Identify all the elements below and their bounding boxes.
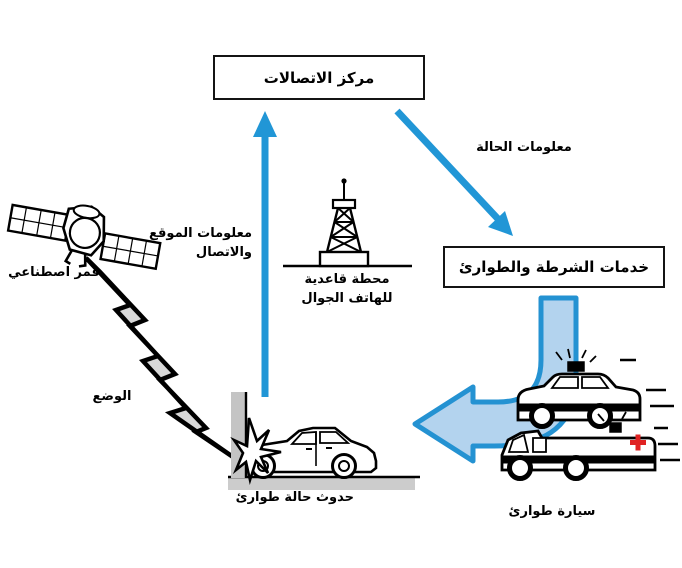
label-location-info-line1: معلومات الموقع	[149, 226, 252, 241]
label-base-station-line1: محطة قاعدية	[304, 272, 390, 287]
label-emergency-vehicle: سيارة طوارئ	[508, 504, 596, 519]
label-location-info-line2: والاتصال	[195, 245, 252, 260]
label-location-info	[150, 224, 252, 262]
node-communications-center: مركز الاتصالات	[213, 55, 425, 100]
crash-scene	[228, 392, 420, 490]
label-status-info: معلومات الحالة	[476, 140, 572, 155]
lightning-bolt-icon	[86, 258, 233, 457]
label-base-station	[294, 270, 400, 308]
node-police-emergency-services: خدمات الشرطة والطوارئ	[443, 246, 665, 288]
cell-tower-icon	[283, 178, 412, 266]
label-base-station-line2: للهاتف الجوال	[301, 291, 393, 306]
diagonal-arrow	[397, 111, 513, 236]
label-position: الوضع	[92, 389, 132, 404]
up-arrow	[253, 111, 277, 397]
label-emergency-event: حدوث حالة طوارئ	[235, 490, 354, 505]
label-satellite: قمر اصطناعي	[8, 265, 100, 280]
